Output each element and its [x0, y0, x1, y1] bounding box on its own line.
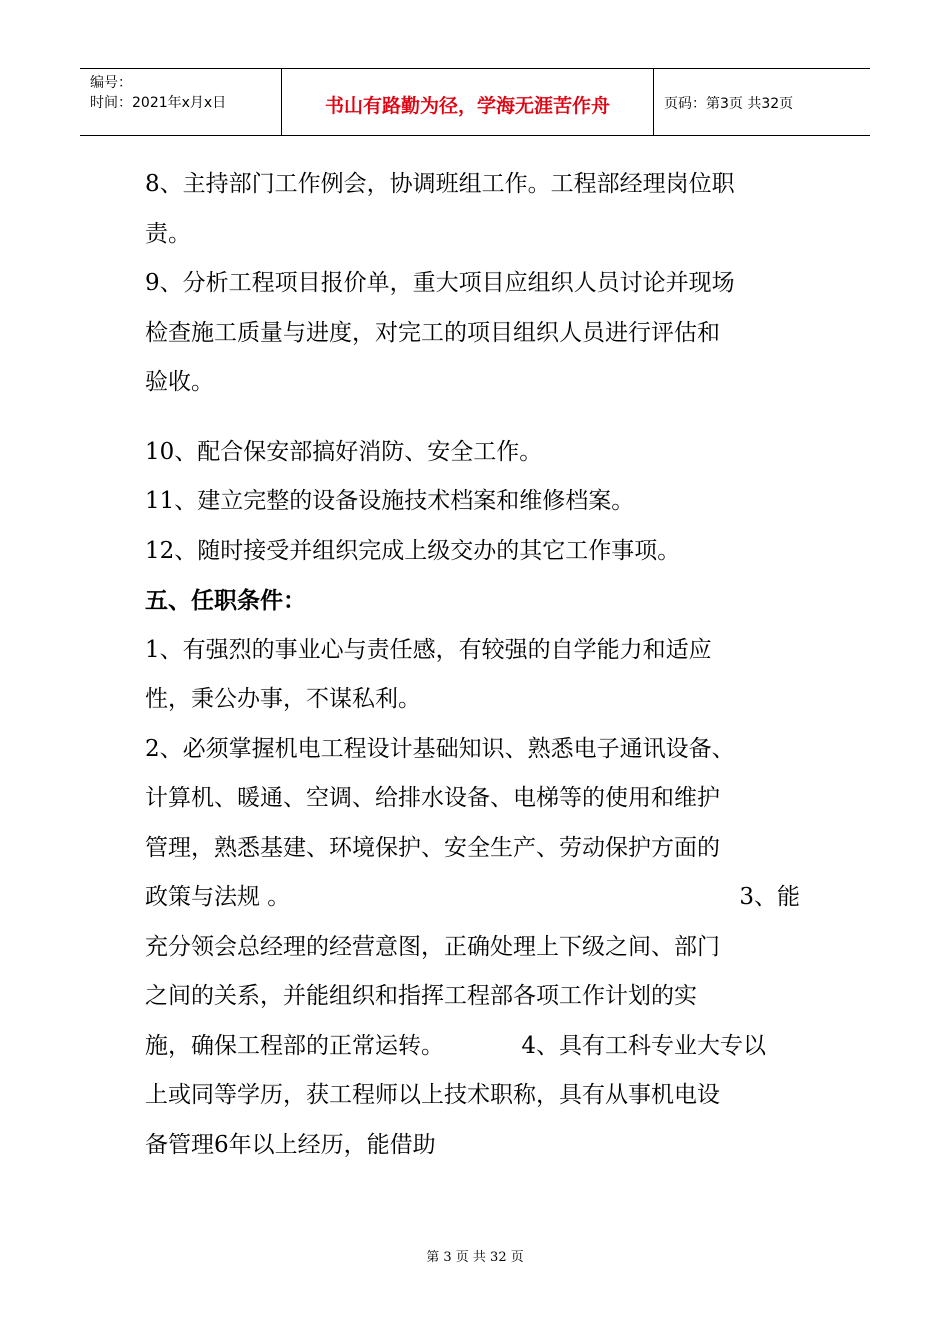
paragraph-line: 之间的关系，并能组织和指挥工程部各项工作计划的实 [145, 983, 697, 1009]
paragraph-line-start: 施，确保工程部的正常运转。 [145, 1032, 444, 1059]
paragraph-line: 责。 [145, 220, 191, 247]
paragraph-line: 1、有强烈的事业心与责任感，有较强的自学能力和适应 [145, 636, 712, 663]
header-page-info: 页码：第3页 共32页 [664, 96, 794, 112]
header-meta-cell [80, 69, 282, 135]
page-footer [0, 1246, 950, 1265]
paragraph-line: 计算机、暖通、空调、给排水设备、电梯等的使用和维护 [145, 785, 720, 811]
document-body [145, 160, 800, 1170]
paragraph-line: 11、建立完整的设备设施技术档案和维修档案。 [145, 488, 635, 514]
footer-page-number: 第 3 页 共 32 页 [426, 1250, 524, 1265]
paragraph-line: 检查施工质量与进度，对完工的项目组织人员进行评估和 [145, 319, 720, 346]
paragraph-line: 9、分析工程项目报价单，重大项目应组织人员讨论并现场 [145, 270, 735, 296]
paragraph-line: 验收。 [145, 369, 214, 395]
paragraph-line: 充分领会总经理的经营意图，正确处理上下级之间、部门 [145, 933, 720, 960]
document-time-label: 时间：2021年x月x日 [90, 95, 227, 111]
section-heading: 五、任职条件： [145, 587, 306, 614]
paragraph-line-split [145, 1022, 800, 1072]
header-motto: 书山有路勤为径，学海无涯苦作舟 [324, 94, 610, 117]
header-motto-cell [282, 69, 654, 135]
paragraph-line-start: 政策与法规 。 [145, 884, 291, 910]
paragraph-line-split [145, 873, 800, 923]
paragraph-line: 12、随时接受并组织完成上级交办的其它工作事项。 [145, 537, 681, 564]
paragraph-line: 备管理6年以上经历，能借助 [145, 1131, 436, 1158]
header-page-cell [654, 69, 870, 135]
paragraph-line: 10、配合保安部搞好消防、安全工作。 [145, 438, 543, 465]
paragraph-line: 上或同等学历，获工程师以上技术职称，具有从事机电设 [145, 1082, 720, 1108]
paragraph-line: 2、必须掌握机电工程设计基础知识、熟悉电子通讯设备、 [145, 735, 735, 762]
paragraph-line-end: 4、具有工科专业大专以 [521, 1032, 766, 1059]
paragraph-line: 性，秉公办事，不谋私利。 [145, 686, 421, 712]
document-number-label: 编号： [90, 75, 132, 91]
paragraph-gap [145, 408, 800, 428]
paragraph-line: 管理，熟悉基建、环境保护、安全生产、劳动保护方面的 [145, 834, 720, 861]
paragraph-line: 8、主持部门工作例会，协调班组工作。工程部经理岗位职 [145, 171, 735, 197]
paragraph-line-end: 3、能 [739, 884, 800, 910]
header-table [80, 68, 870, 136]
